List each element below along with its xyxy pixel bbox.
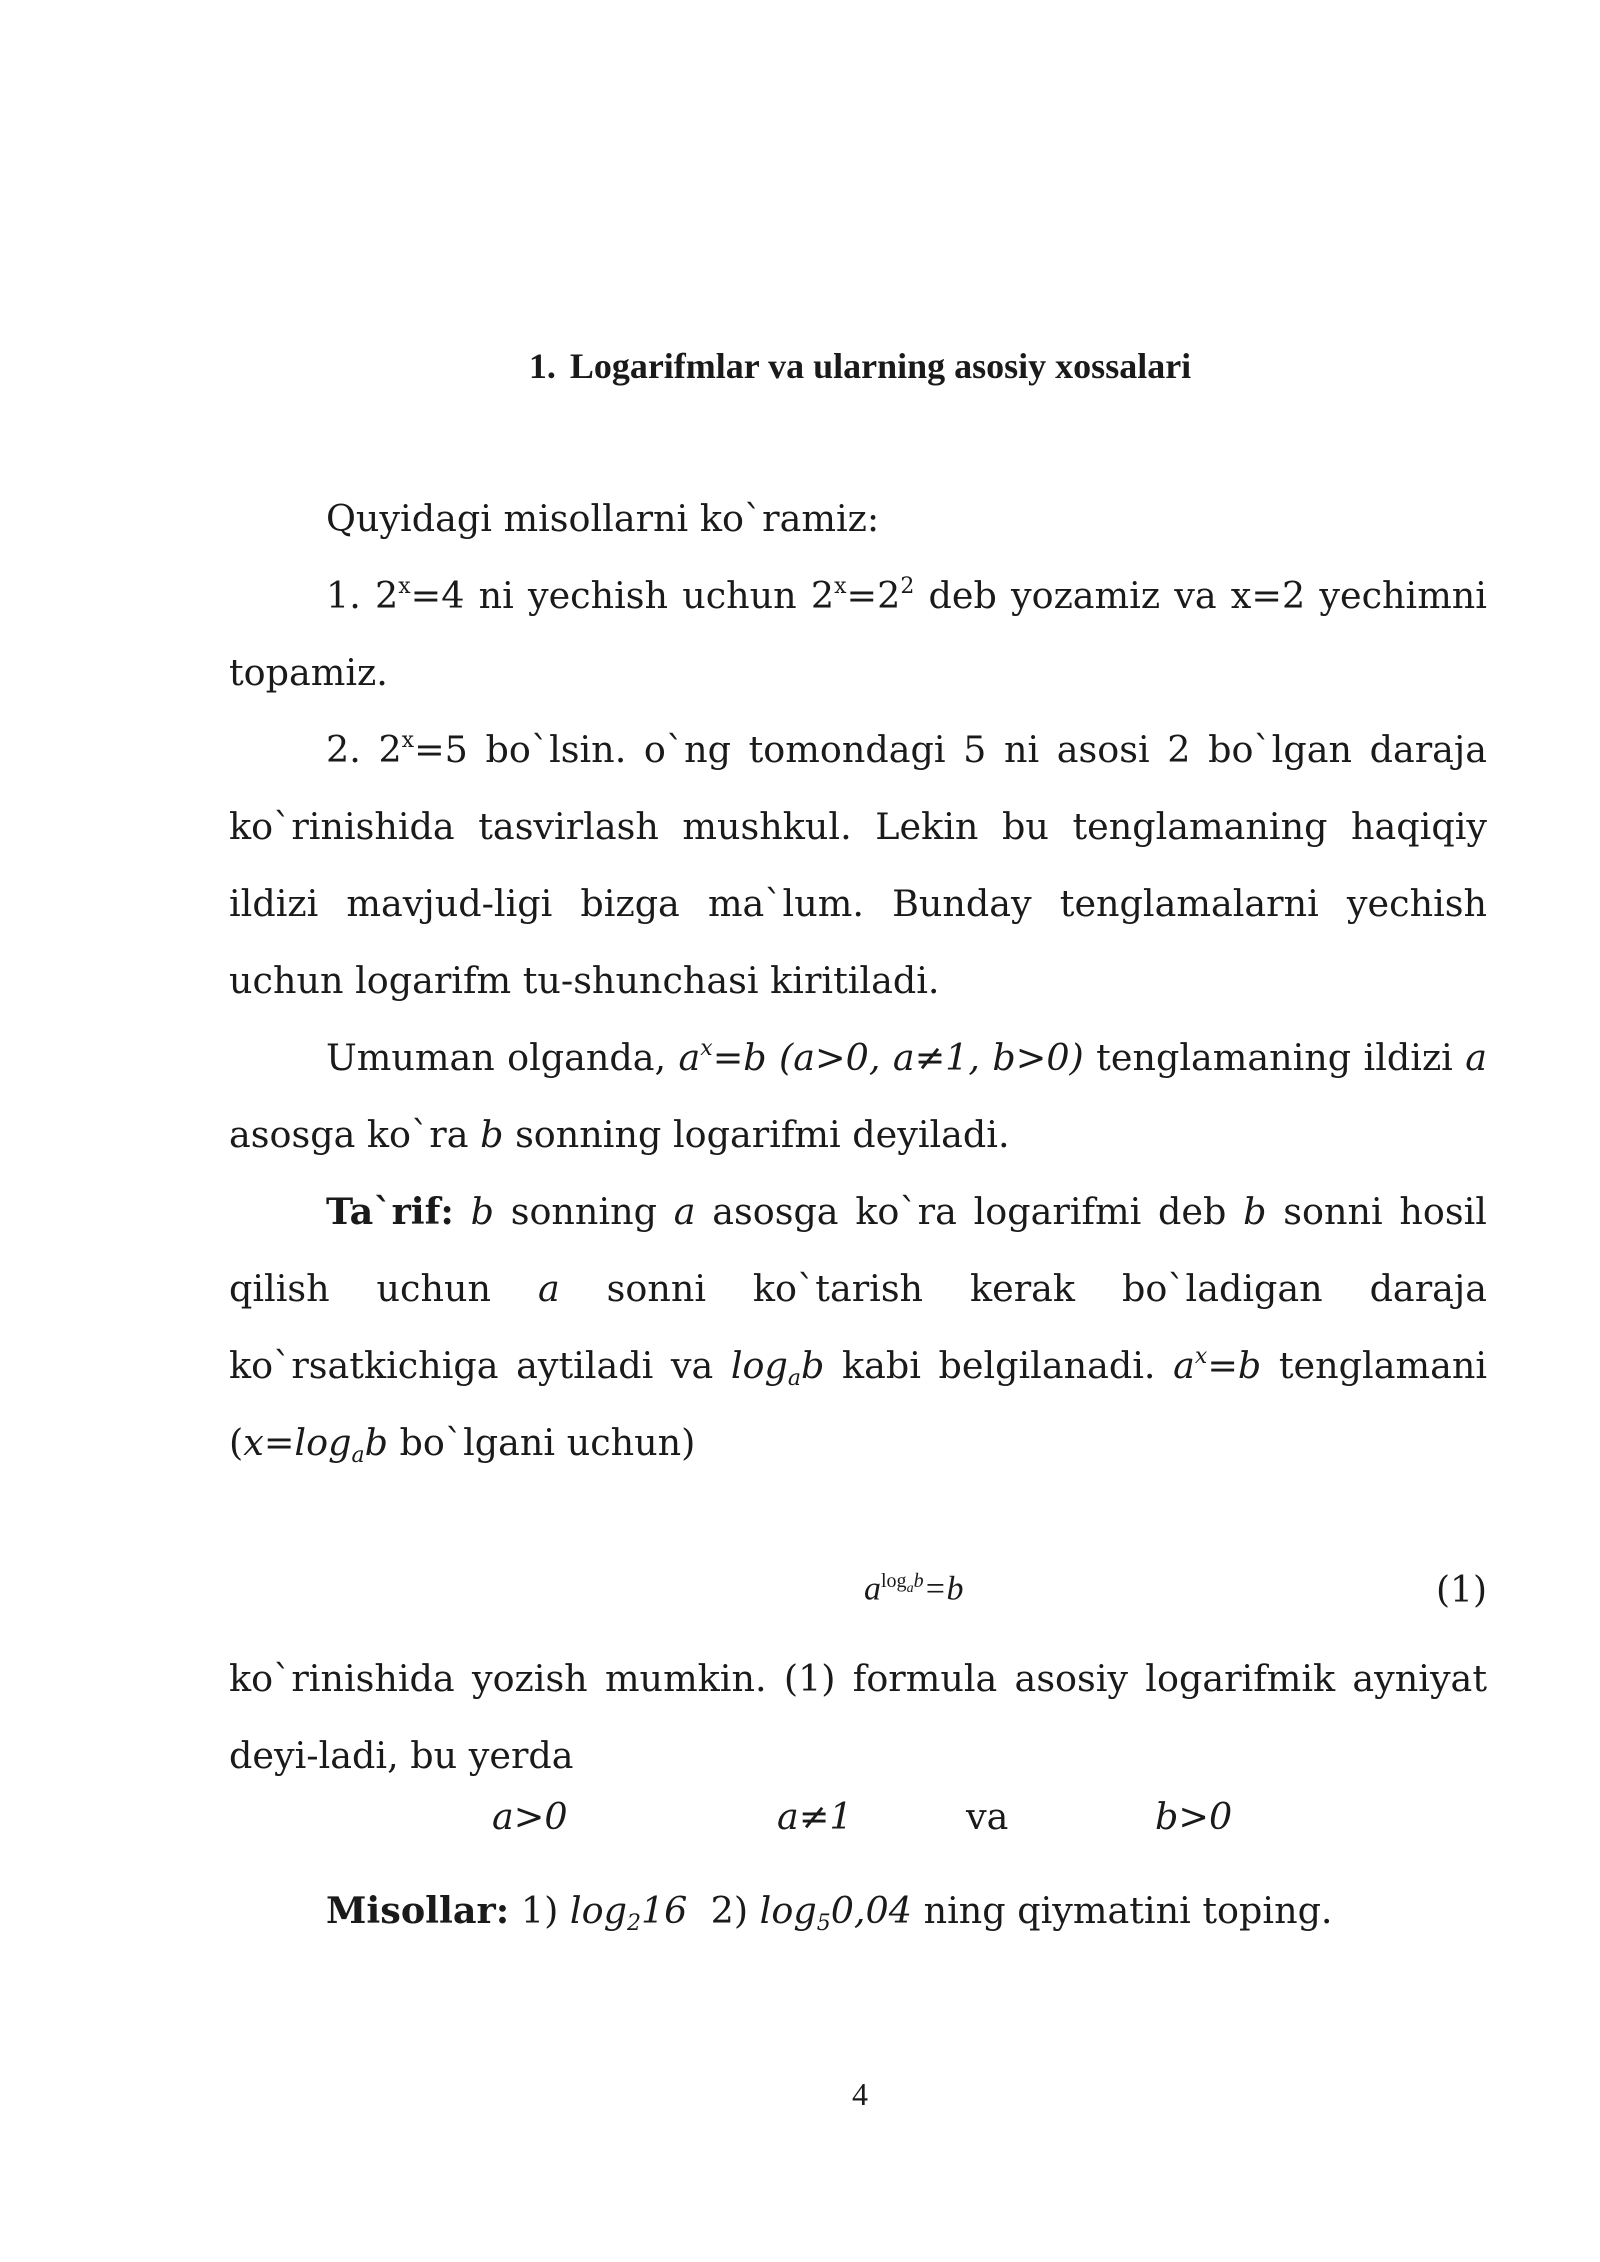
log-notation: x=log [243, 1421, 352, 1464]
example-1-text-b: =2 [846, 574, 901, 617]
general-text-a: Umuman olganda, [326, 1036, 679, 1079]
formula-rhs: =b [923, 1570, 964, 1608]
log-notation: log [730, 1344, 788, 1387]
example-1-num: 1. 2 [326, 574, 399, 617]
variable-a: a [1465, 1036, 1487, 1079]
example-2-paragraph [229, 711, 1487, 1019]
body-text-top [229, 480, 1487, 1481]
log-argument: 16 [640, 1889, 688, 1932]
example-2-num: 2. 2 [326, 728, 402, 771]
examples-block [229, 1872, 1487, 1949]
example-2-exponent: x [401, 728, 415, 753]
example-1-exponent: x [398, 574, 411, 599]
general-text-c: asosga ko`ra [229, 1113, 481, 1156]
page-number: 4 [852, 2076, 868, 2112]
formula-exponent-arg: b [913, 1570, 924, 1592]
condition-a-positive: a>0 [492, 1795, 568, 1838]
variable-a: a [537, 1267, 560, 1310]
log-base: a [351, 1443, 365, 1468]
log-argument: 0,04 [830, 1889, 912, 1932]
condition-b-positive: b>0 [1155, 1795, 1233, 1838]
formula-exponent-base: a [906, 1581, 914, 1596]
equation-number: (1) [1436, 1570, 1487, 1611]
definition-paragraph [229, 1173, 1487, 1481]
variable-b: b [480, 1113, 504, 1156]
definition-text: sonni hosil qilish uchun [229, 1190, 1487, 1310]
example-1-text-a: =4 ni yechish uchun 2 [410, 574, 835, 617]
general-text-d: sonning logarifmi deyiladi. [503, 1113, 1010, 1156]
equation-exponent: x [700, 1036, 713, 1061]
conditions-row [0, 1795, 1600, 1855]
conditions-and: va [966, 1795, 1009, 1838]
variable-a: a [673, 1190, 696, 1233]
log-base: 2 [626, 1911, 641, 1936]
definition-text: sonni ko`tarish kerak bo`ladigan daraja ko`rsatkichiga aytiladi va [229, 1267, 1487, 1387]
example-2-text: =5 bo`lsin. o`ng tomondagi 5 ni asosi 2 bo`lgan daraja ko`rinishida tasvirlash mushkul. Lekin bu tenglamaning haqiqiy ildizi mavjud-ligi bizga ma`lum. Bunday tenglamalarni yechish uchun logarifm tu-shunchasi kiritiladi. [229, 728, 1488, 1002]
definition-text: sonning [493, 1190, 674, 1233]
examples-text: 2) [687, 1889, 760, 1932]
log-notation: log [569, 1889, 627, 1932]
general-paragraph [229, 1019, 1487, 1173]
formula-exponent-log: log [881, 1570, 907, 1592]
examples-paragraph [229, 1872, 1487, 1949]
equation-base: a [1173, 1344, 1195, 1387]
variable-b: b [470, 1190, 494, 1233]
definition-text: bo`lgani uchun) [387, 1421, 696, 1464]
section-number: 1. [528, 346, 556, 386]
definition-text: tenglamani ( [229, 1344, 1488, 1464]
equation-base: a [678, 1036, 701, 1079]
after-formula-paragraph: ko`rinishida yozish mumkin. (1) formula asosiy logarifmik ayniyat deyi-ladi, bu yerda [229, 1657, 1487, 1777]
log-argument: b [801, 1344, 825, 1387]
definition-label: Ta`rif: [326, 1190, 454, 1233]
log-base: 5 [816, 1911, 831, 1936]
equation-exponent: x [1194, 1344, 1208, 1369]
identity-formula [864, 1570, 964, 1608]
general-text-b: tenglamaning ildizi [1083, 1036, 1466, 1079]
example-1-text-c: deb yozamiz va x=2 yechimni topamiz. [229, 574, 1487, 694]
examples-text: ning qiymatini toping. [911, 1889, 1333, 1932]
formula-line [229, 1570, 1487, 1630]
condition-a-not-one: a≠1 [777, 1795, 853, 1838]
log-argument: b [364, 1421, 388, 1464]
equation-rest: =b (a>0, a≠1, b>0) [712, 1036, 1084, 1079]
section-title: Logarifmlar va ularning asosiy xossalari [569, 346, 1192, 386]
definition-space [454, 1190, 471, 1233]
body-text-bottom [229, 1640, 1487, 1794]
intro-paragraph [229, 480, 1487, 557]
log-base: a [787, 1366, 802, 1391]
variable-b: b [1243, 1190, 1267, 1233]
example-1-exponent: x [834, 574, 847, 599]
formula-base: a [864, 1570, 881, 1608]
examples-label: Misollar: [326, 1889, 510, 1932]
example-1-exponent: 2 [900, 574, 915, 599]
example-1-paragraph [229, 557, 1487, 711]
intro-text: Quyidagi misollarni ko`ramiz: [326, 497, 880, 540]
definition-text: kabi belgilanadi. [824, 1344, 1174, 1387]
equation-rest: =b [1207, 1344, 1262, 1387]
section-heading [0, 345, 1600, 387]
definition-text: asosga ko`ra logarifmi deb [695, 1190, 1244, 1233]
log-notation: log [759, 1889, 817, 1932]
examples-text: 1) [509, 1889, 570, 1932]
